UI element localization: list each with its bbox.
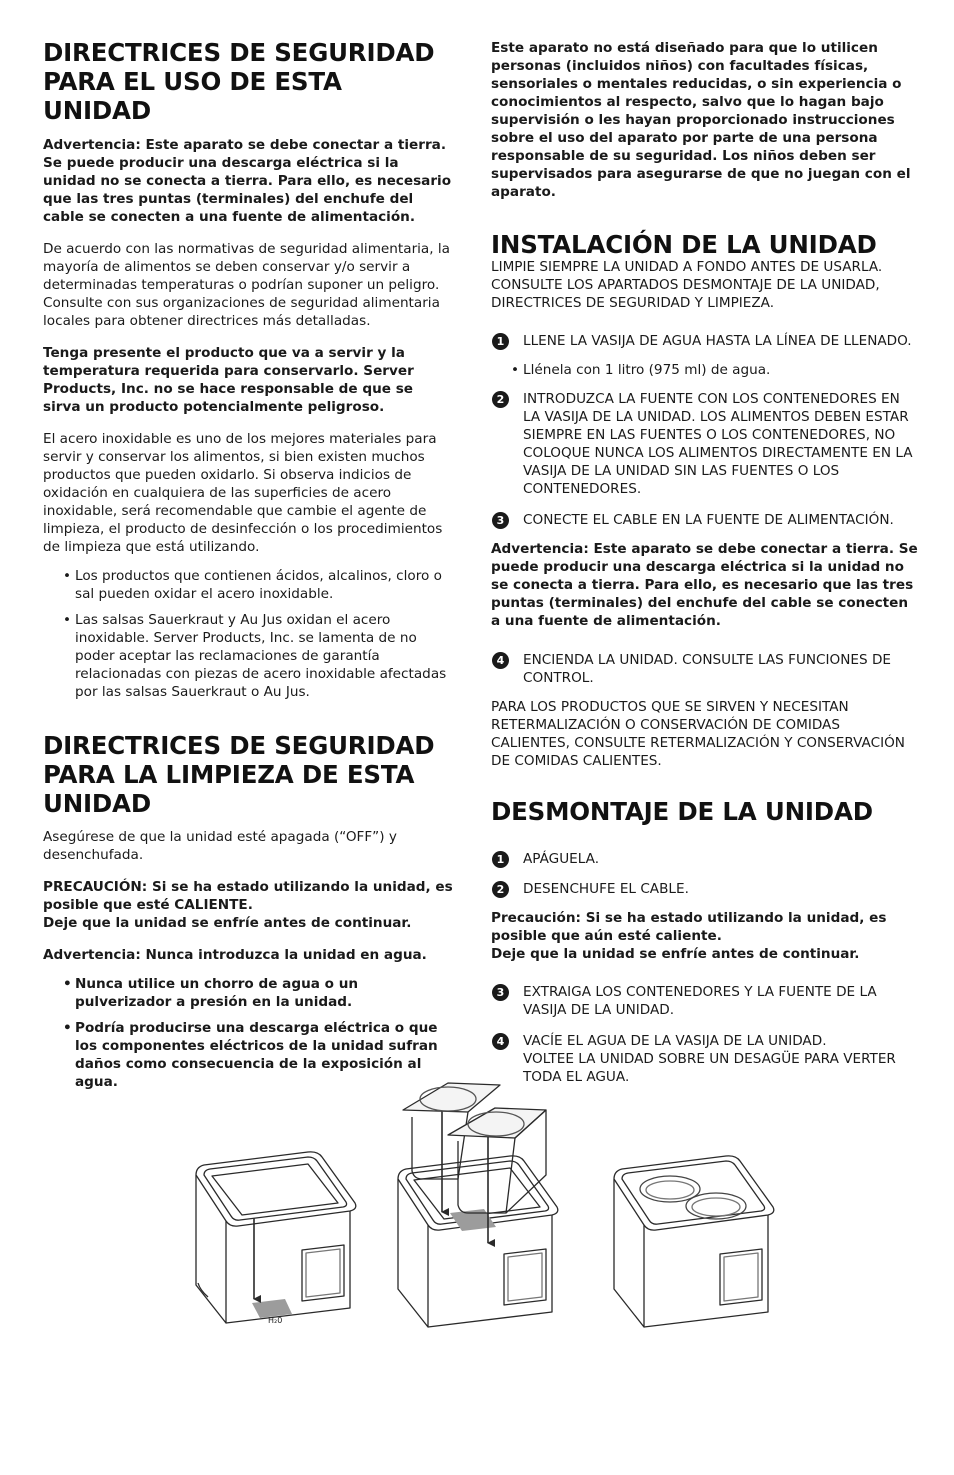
- product-responsibility-note: Tenga presente el producto que va a servir y la temperatura requerida para conservarlo. Server Products, Inc. no se hace responsable de que se sirva un producto potencialmente peligroso.: [43, 345, 414, 415]
- disassembly-step-3-text: EXTRAIGA LOS CONTENEDORES Y LA FUENTE DE LA VASIJA DE LA UNIDAD.: [523, 984, 877, 1018]
- step-number-badge: 1: [492, 333, 509, 350]
- step-number-badge: 3: [492, 984, 509, 1001]
- unit-1: [195, 1152, 356, 1470]
- unit-assembled: [614, 1156, 774, 1327]
- left-column: [43, 38, 455, 1091]
- fill-bullet-list: [491, 361, 921, 379]
- list-item: • Las salsas Sauerkraut y Au Jus oxidan el acero inoxidable. Server Products, Inc. se lamenta de no poder aceptar las reclamaciones de garantía relacionadas con piezas de acero inoxidable afectadas por las salsas Sauerkraut o Au Jus.: [43, 611, 455, 701]
- right-column: [491, 39, 921, 1086]
- disassembly-step-2-text: DESENCHUFE EL CABLE.: [523, 881, 689, 897]
- safety-cleaning-title: DIRECTRICES DE SEGURIDAD PARA LA LIMPIEZA DE ESTA UNIDAD: [43, 731, 435, 818]
- disassembly-caution-line2: Deje que la unidad se enfríe antes de continuar.: [491, 946, 860, 962]
- hot-caution: [43, 878, 455, 932]
- install-step-3: [491, 511, 921, 529]
- disassembly-step-1: [491, 850, 921, 868]
- install-step-2-text: INTRODUZCA LA FUENTE CON LOS CONTENEDORES EN LA VASIJA DE LA UNIDAD. LOS ALIMENTOS DEBEN ESTAR SIEMPRE EN LAS FUENTES O LOS CONTENEDORES, NO COLOQUE NUNCA LOS ALIMENTOS DIRECTAMENTE EN LA VASIJA DE LA UNIDAD SIN LAS FUENTES O LOS CONTENEDORES.: [523, 391, 913, 497]
- install-step-2: [491, 390, 921, 498]
- list-item: • Llénela con 1 litro (975 ml) de agua.: [491, 361, 921, 379]
- rethermalization-note: PARA LOS PRODUCTOS QUE SE SIRVEN Y NECESITAN RETERMALIZACIÓN O CONSERVACIÓN DE COMIDAS CALIENTES, CONSULTE RETERMALIZACIÓN Y CONSERVACIÓN DE COMIDAS CALIENTES.: [491, 699, 905, 769]
- water-label: H₂0: [268, 1316, 283, 1325]
- step-number-badge: 3: [492, 512, 509, 529]
- unit-with-water: [195, 1075, 352, 1470]
- step-number-badge: 2: [492, 881, 509, 898]
- list-item: • Podría producirse una descarga eléctrica o que los componentes eléctricos de la unidad sufran daños como consecuencia de la exposición al agua.: [43, 1019, 455, 1091]
- oxidation-bullet-list: [43, 567, 455, 701]
- install-step-4: [491, 651, 921, 687]
- disassembly-step-4-line2: VOLTEE LA UNIDAD SOBRE UN DESAGÜE PARA VERTER TODA EL AGUA.: [523, 1051, 896, 1085]
- hot-caution-line1: PRECAUCIÓN: Si se ha estado utilizando la unidad, es posible que esté CALIENTE.: [43, 879, 453, 913]
- install-grounding-warning: Advertencia: Este aparato se debe conectar a tierra. Se puede producir una descarga eléctrica si la unidad no se conecta a tierra. Para ello, es necesario que las tres puntas (terminales) del enchufe del cable se conecten a una fuente de alimentación.: [491, 541, 918, 629]
- safety-use-title: DIRECTRICES DE SEGURIDAD PARA EL USO DE ESTA UNIDAD: [43, 38, 435, 125]
- grounding-warning: Advertencia: Este aparato se debe conectar a tierra. Se puede producir una descarga eléctrica si la unidad no se conecta a tierra. Para ello, es necesario que las tres puntas (terminales) del enchufe del cable se conecten a una fuente de alimentación.: [43, 137, 452, 225]
- step-number-badge: 4: [492, 652, 509, 669]
- step-number-badge: 1: [492, 851, 509, 868]
- unplug-paragraph: Asegúrese de que la unidad esté apagada (“OFF”) y desenchufada.: [43, 829, 397, 863]
- disassembly-title: DESMONTAJE DE LA UNIDAD: [491, 797, 873, 826]
- disassembly-step-1-text: APÁGUELA.: [523, 851, 600, 867]
- install-title: INSTALACIÓN DE LA UNIDAD: [491, 230, 877, 259]
- install-intro: LIMPIE SIEMPRE LA UNIDAD A FONDO ANTES DE USARLA. CONSULTE LOS APARTADOS DESMONTAJE DE LA UNIDAD, DIRECTRICES DE SEGURIDAD Y LIMPIEZA.: [491, 259, 883, 311]
- disassembly-step-4-line1: VACÍE EL AGUA DE LA VASIJA DE LA UNIDAD.: [523, 1033, 827, 1049]
- list-item: • Los productos que contienen ácidos, alcalinos, cloro o sal pueden oxidar el acero inoxidable.: [43, 567, 455, 603]
- food-safety-paragraph: De acuerdo con las normativas de seguridad alimentaria, la mayoría de alimentos se deben conservar y/o servir a determinadas temperaturas o podrían suponer un peligro. Consulte con sus organizaciones de seguridad alimentaria locales para obtener directrices más detalladas.: [43, 241, 451, 329]
- step-number-badge: 2: [492, 391, 509, 408]
- hot-caution-line2: Deje que la unidad se enfríe antes de continuar.: [43, 915, 412, 931]
- stainless-steel-paragraph: El acero inoxidable es uno de los mejores materiales para servir y conservar los alimentos, si bien existen muchos productos que pueden oxidarlo. Si observa indicios de oxidación en cualquiera de las superficies de acero inoxidable, será recomendable que cambie el agente de limpieza, el producto de desinfección o los procedimientos de limpieza que está utilizando.: [43, 431, 443, 555]
- install-step-1: [491, 332, 921, 350]
- assembly-illustration: [190, 1075, 790, 1470]
- supervision-notice: Este aparato no está diseñado para que lo utilicen personas (incluidos niños) con facultades físicas, sensoriales o mentales reducidas, o sin experiencia o conocimientos al respecto, salvo que lo hagan bajo supervisión o les hayan proporcionado instrucciones sobre el uso del aparato por parte de una persona responsable de su seguridad. Los niños deben ser supervisados para asegurarse de que no juegan con el aparato.: [491, 40, 911, 200]
- list-item: • Nunca utilice un chorro de agua o un pulverizador a presión en la unidad.: [43, 975, 455, 1011]
- install-step-1-text: LLENE LA VASIJA DE AGUA HASTA LA LÍNEA DE LLENADO.: [523, 333, 912, 349]
- step-number-badge: 4: [492, 1033, 509, 1050]
- install-step-4-text: ENCIENDA LA UNIDAD. CONSULTE LAS FUNCIONES DE CONTROL.: [523, 652, 892, 686]
- disassembly-step-2: [491, 880, 921, 898]
- disassembly-caution-line1: Precaución: Si se ha estado utilizando la unidad, es posible que aún esté caliente.: [491, 910, 887, 944]
- disassembly-caution: [491, 909, 921, 963]
- install-step-3-text: CONECTE EL CABLE EN LA FUENTE DE ALIMENTACIÓN.: [523, 512, 894, 528]
- water-immersion-warning: Advertencia: Nunca introduzca la unidad en agua.: [43, 947, 427, 963]
- water-bullet-list: [43, 975, 455, 1091]
- disassembly-step-3: [491, 983, 921, 1019]
